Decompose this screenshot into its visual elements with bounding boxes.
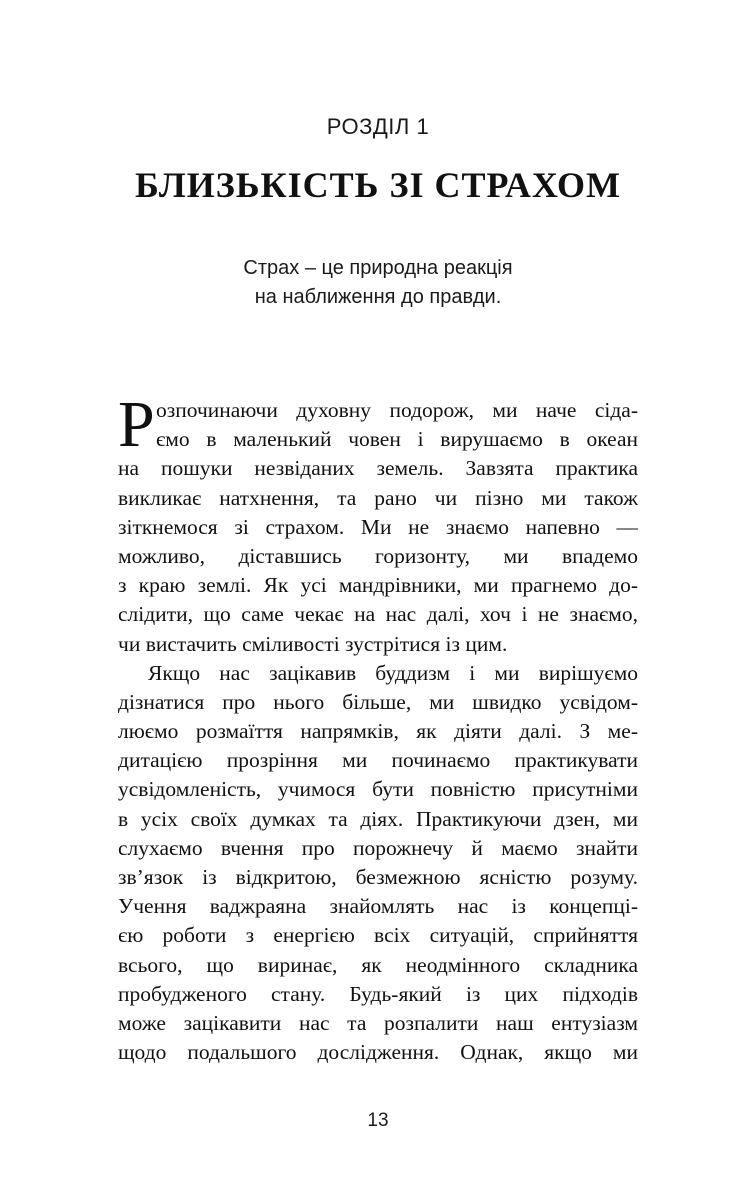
text-line: з краю землі. Як усі мандрівники, ми прагнемо до- [118,573,638,598]
page-number: 13 [367,1110,389,1131]
epigraph-line: Страх – це природна реакція [243,257,513,279]
text-line: викликає натхнення, та рано чи пізно ми також [118,485,638,510]
paragraph-2 [118,659,638,1068]
text-line: може зацікавити нас та розпалити наш ентузіазм [118,1010,638,1035]
text-line: слухаємо вчення про порожнечу й маємо знайти [118,835,638,860]
text-line: зв’язок із відкритою, безмежною ясністю розуму. [118,865,638,889]
text-line: люємо розмаїття напрямків, як діяти далі. З ме- [118,719,638,744]
chapter-title: БЛИЗЬКІСТЬ ЗІ СТРАХОМ [134,165,621,205]
paragraph-1 [118,396,638,659]
text-line: Учення ваджраяна знайомлять нас із концепці- [118,894,638,919]
text-line: можливо, діставшись горизонту, ми впадемо [118,543,638,568]
text-line: дитацією прозріння ми починаємо практикувати [118,748,638,773]
text-line: на пошуки незвіданих земель. Завзята практика [118,456,638,481]
body-text [118,388,638,1067]
text-line: всього, що виринає, як неодмінного складника [118,952,638,977]
text-line: зіткнемося зі страхом. Ми не знаємо напевно — [118,514,638,539]
text-line: усвідомленість, учимося бути повністю присутніми [118,777,638,802]
drop-cap: Р [118,388,155,461]
text-line: озпочинаючи духовну подорож, ми наче сіда- [156,398,638,422]
text-line: чи вистачить сміливості зустрітися із цим. [118,631,508,656]
text-line: щодо подальшого дослідження. Однак, якщо ми [118,1040,638,1065]
epigraph-line: на наближення до правди. [254,286,502,308]
text-line: Якщо нас зацікавив буддизм і ми вирішуємо [148,660,638,685]
epigraph [0,254,756,312]
chapter-label: РОЗДІЛ 1 [326,114,430,139]
text-line: в усіх своїх думках та діях. Практикуючи дзен, ми [118,806,638,831]
text-line: пробудженого стану. Будь-який із цих підходів [118,981,638,1006]
text-line: єю роботи з енергією всіх ситуацій, сприйняття [118,923,638,948]
text-line: ємо в маленький човен і вирушаємо в океан [156,427,638,452]
text-line: слідити, що саме чекає на нас далі, хоч і не знаємо, [118,602,638,627]
text-line: дізнатися про нього більше, ми швидко усвідом- [118,689,638,714]
